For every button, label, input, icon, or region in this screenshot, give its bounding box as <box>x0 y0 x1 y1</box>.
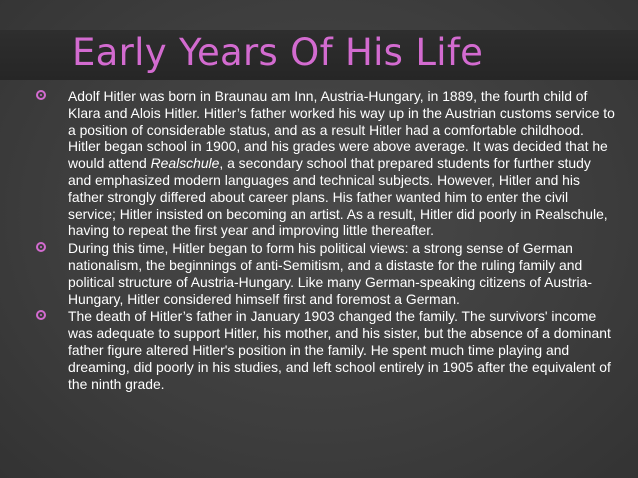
ring-bullet-icon <box>36 90 46 100</box>
bullet-item <box>36 308 616 392</box>
slide-body <box>36 88 616 393</box>
bullet-text: Adolf Hitler was born in Braunau am Inn, Austria-Hungary, in 1889, the fourth child of Klara and Alois Hitler. Hitler’s father worked his way up in the Austrian customs service to a position of considerable status, and as a result Hitler had a comfortable childhood. Hitler began school in 1900, and his grades were above average. It was decided that he would attend Realschule, a secondary school that prepared students for further study and emphasized modern languages and technical subjects. However, Hitler and his father strongly differed about career plans. His father wanted him to enter the civil service; Hitler insisted on becoming an artist. As a result, Hitler did poorly in Realschule, having to repeat the first year and improving little thereafter. <box>68 88 615 239</box>
bullet-text: The death of Hitler’s father in January 1903 changed the family. The survivors' income was adequate to support Hitler, his mother, and his sister, but the absence of a dominant father figure altered Hitler's position in the family. He spent much time playing and dreaming, did poorly in his studies, and left school entirely in 1905 after the equivalent of the ninth grade. <box>68 308 611 392</box>
ring-bullet-icon <box>36 242 46 252</box>
emphasis-text: Realschule <box>150 155 220 172</box>
bullet-item <box>36 240 616 307</box>
bullet-item <box>36 88 616 239</box>
slide-title: Early Years Of His Life <box>72 31 484 74</box>
ring-bullet-icon <box>36 310 46 320</box>
bullet-text: During this time, Hitler began to form his political views: a strong sense of German nationalism, the beginnings of anti-Semitism, and a distaste for the ruling family and political structure of Austria-Hungary. Like many German-speaking citizens of Austria-Hungary, Hitler considered himself first and foremost a German. <box>68 240 592 307</box>
